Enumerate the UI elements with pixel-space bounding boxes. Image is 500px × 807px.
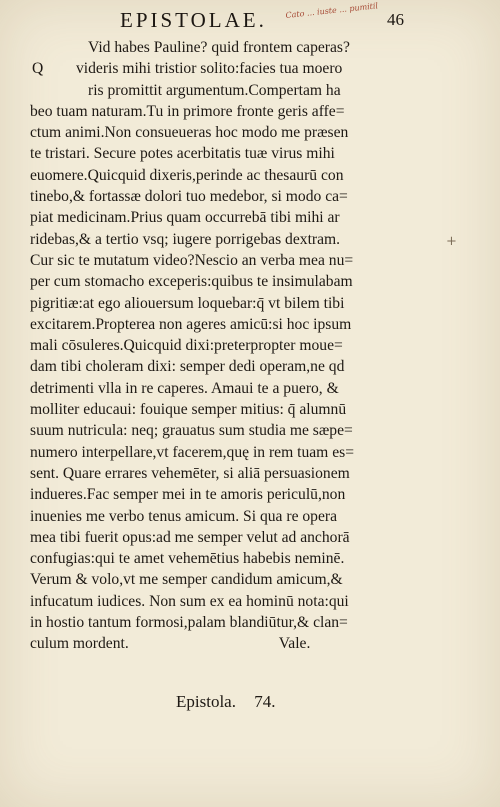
page-header xyxy=(0,1,500,38)
text-line-5: ctum animi.Non consueueras hoc modo me præsen xyxy=(30,124,349,142)
valediction: Vale. xyxy=(278,635,311,653)
text-line-14: excitarem.Propterea non ageres amicū:si hoc ipsum xyxy=(30,315,352,333)
text-line-4: beo tuam naturam.Tu in primore fronte geris affe= xyxy=(30,102,345,120)
text-line-8: tinebo,& fortassæ dolori tuo medebor, si modo ca= xyxy=(30,188,348,206)
text-line-28: in hostio tantum formosi,palam blandiūtur,& clan= xyxy=(30,614,348,632)
text-line-27: infucatum iudices. Non sum ex ea hominū nota:qui xyxy=(30,592,349,610)
text-line-13: pigritiæ:at ego aliouersum loquebar:q̄ vt bilem tibi xyxy=(30,294,345,312)
letter-body xyxy=(30,37,440,655)
text-line-20: numero interpellare,vt facerem,quę in rem tuam es= xyxy=(30,443,354,461)
text-line-7: euomere.Quicquid dixeris,perinde ac thesaurū con xyxy=(30,166,344,184)
drop-letter: Q xyxy=(32,60,44,78)
handwritten-annotation: Cato ... iuste ... pumitil xyxy=(285,1,379,20)
text-line-2: videris mihi tristior solito:facies tua moero xyxy=(76,60,343,78)
text-line-6: te tristari. Secure potes acerbitatis tuæ virus mihi xyxy=(30,145,335,163)
text-line-24: mea tibi fuerit opus:ad me semper velut ad anchorā xyxy=(30,528,350,546)
margin-mark: + xyxy=(446,234,457,249)
text-line-1: Vid habes Pauline? quid frontem caperas? xyxy=(88,39,350,56)
catchword-footer xyxy=(176,692,275,712)
text-line-9: piat medicinam.Prius quam occurrebā tibi mihi ar xyxy=(30,209,340,227)
footer-number: 74. xyxy=(254,692,276,711)
text-line-10: ridebas,& a tertio vsq; iugere porrigebas dextram. xyxy=(30,230,341,248)
text-line-18: molliter educaui: fouique semper mitius: q̄ alumnū xyxy=(30,401,347,419)
text-line-19: suum nutricula: neq; grauatus sum studia me sæpe= xyxy=(30,422,353,440)
text-line-11: Cur sic te mutatum video?Nescio an verba mea nu= xyxy=(30,251,354,269)
text-line-23: inuenies me verbo tenus amicum. Si qua re opera xyxy=(30,507,338,525)
text-line-25: confugias:qui te amet vehemētius habebis neminē. xyxy=(30,550,345,568)
text-line-3: ris promittit argumentum.Compertam ha xyxy=(88,81,341,99)
text-line-17: detrimenti vlla in re caperes. Amaui te a puero, & xyxy=(30,379,339,397)
text-line-29: culum mordent. xyxy=(30,635,129,653)
running-head: EPISTOLAE. xyxy=(120,8,267,32)
text-line-12: per cum stomacho exceperis:quibus te insimulabam xyxy=(30,273,353,291)
text-line-15: mali cōsuleres.Quicquid dixi:preterpropter moue= xyxy=(30,337,343,355)
text-line-16: dam tibi choleram dixi: semper dedi operam,ne qd xyxy=(30,358,345,376)
footer-label: Epistola. xyxy=(176,692,236,711)
text-line-22: indueres.Fac semper mei in te amoris periculū,non xyxy=(30,486,346,504)
text-line-21: sent. Quare errares vehemēter, si aliā persuasionem xyxy=(30,464,350,482)
folio-number: 46 xyxy=(387,10,404,29)
text-line-26: Verum & volo,vt me semper candidum amicum,& xyxy=(30,571,343,589)
